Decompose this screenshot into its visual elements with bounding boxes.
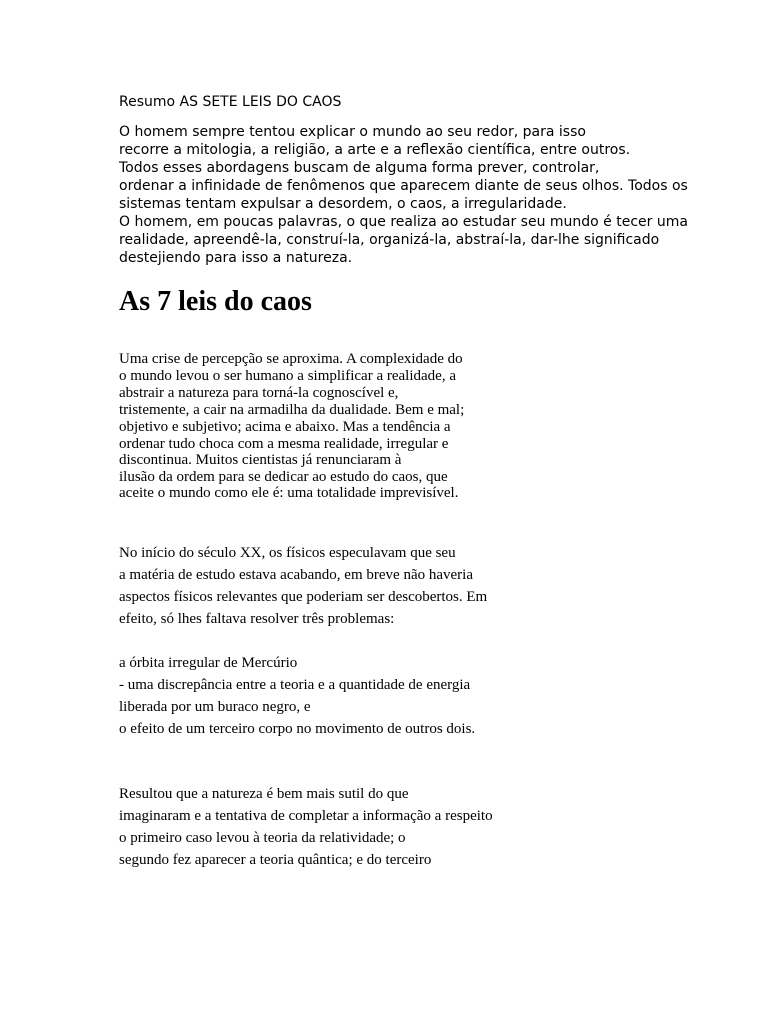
section-heading: As 7 leis do caos <box>119 286 312 317</box>
paragraph-line: tristemente, a cair na armadilha da dualidade. Bem e mal; <box>119 402 465 418</box>
paragraph-line: efeito, só lhes faltava resolver três problemas: <box>119 611 395 627</box>
paragraph-line: o primeiro caso levou à teoria da relatividade; o <box>119 830 406 846</box>
paragraph-line: imaginaram e a tentativa de completar a informação a respeito <box>119 808 493 824</box>
paragraph-line: aspectos físicos relevantes que poderiam ser descobertos. Em <box>119 589 488 605</box>
paragraph-line: No início do século XX, os físicos especulavam que seu <box>119 545 456 561</box>
intro-line: recorre a mitologia, a religião, a arte e a reflexão científica, entre outros. <box>119 142 631 158</box>
paragraph-line: Resultou que a natureza é bem mais sutil do que <box>119 786 409 802</box>
paragraph-line: a matéria de estudo estava acabando, em breve não haveria <box>119 567 473 583</box>
paragraph-line: o mundo levou o ser humano a simplificar a realidade, a <box>119 368 456 384</box>
paragraph-line: ilusão da ordem para se dedicar ao estudo do caos, que <box>119 469 448 485</box>
paragraph-line: ordenar tudo choca com a mesma realidade, irregular e <box>119 436 449 452</box>
paragraph-line: - uma discrepância entre a teoria e a quantidade de energia <box>119 677 471 693</box>
intro-line: ordenar a infinidade de fenômenos que aparecem diante de seus olhos. Todos os <box>119 178 688 194</box>
intro-line: destejiendo para isso a natureza. <box>119 250 353 266</box>
paragraph-line: discontinua. Muitos cientistas já renunciaram à <box>119 452 402 468</box>
paragraph-line: aceite o mundo como ele é: uma totalidade imprevisível. <box>119 485 459 501</box>
intro-line: O homem sempre tentou explicar o mundo ao seu redor, para isso <box>119 124 586 140</box>
paragraph-line: liberada por um buraco negro, e <box>119 699 311 715</box>
intro-line: O homem, em poucas palavras, o que realiza ao estudar seu mundo é tecer uma <box>119 214 688 230</box>
paragraph-line: a órbita irregular de Mercúrio <box>119 655 298 671</box>
paragraph-line: abstrair a natureza para torná-la cognoscível e, <box>119 385 399 401</box>
paragraph-line: objetivo e subjetivo; acima e abaixo. Mas a tendência a <box>119 419 451 435</box>
paragraph-line: Uma crise de percepção se aproxima. A complexidade do <box>119 351 463 367</box>
document-title: Resumo AS SETE LEIS DO CAOS <box>119 94 342 110</box>
intro-line: sistemas tentam expulsar a desordem, o caos, a irregularidade. <box>119 196 567 212</box>
paragraph-line: segundo fez aparecer a teoria quântica; e do terceiro <box>119 852 432 868</box>
intro-line: realidade, apreendê-la, construí-la, organizá-la, abstraí-la, dar-lhe significado <box>119 232 660 248</box>
paragraph-line: o efeito de um terceiro corpo no movimento de outros dois. <box>119 721 476 737</box>
intro-line: Todos esses abordagens buscam de alguma forma prever, controlar, <box>119 160 600 176</box>
